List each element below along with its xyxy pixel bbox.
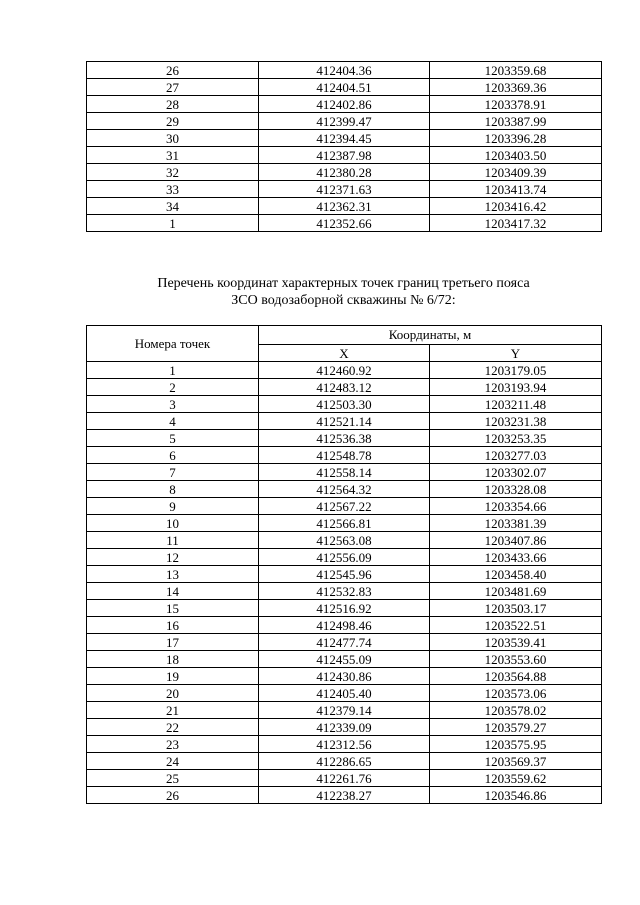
table-row [87,447,602,464]
table-row [87,515,602,532]
table-row [87,668,602,685]
table-header [87,326,602,362]
table-row [87,719,602,736]
cell-y: 1203559.62 [430,770,602,787]
table-row [87,532,602,549]
table-row [87,62,602,79]
cell-y: 1203179.05 [430,362,602,379]
table-row [87,181,602,198]
table-row [87,617,602,634]
cell-x: 412516.92 [259,600,430,617]
cell-y: 1203539.41 [430,634,602,651]
cell-x: 412261.76 [259,770,430,787]
cell-y: 1203573.06 [430,685,602,702]
cell-y: 1203579.27 [430,719,602,736]
cell-x: 412402.86 [259,96,430,113]
coordinates-table-third-zone [86,325,602,804]
cell-y: 1203381.39 [430,515,602,532]
cell-point-number: 26 [87,787,259,804]
header-points: Номера точек [87,326,259,362]
cell-x: 412394.45 [259,130,430,147]
cell-x: 412404.51 [259,79,430,96]
table-row [87,113,602,130]
cell-x: 412498.46 [259,617,430,634]
table-row [87,147,602,164]
cell-point-number: 24 [87,753,259,770]
cell-point-number: 1 [87,215,259,232]
cell-x: 412371.63 [259,181,430,198]
cell-y: 1203575.95 [430,736,602,753]
cell-y: 1203433.66 [430,549,602,566]
cell-x: 412362.31 [259,198,430,215]
cell-point-number: 25 [87,770,259,787]
table-row [87,362,602,379]
cell-x: 412477.74 [259,634,430,651]
cell-point-number: 34 [87,198,259,215]
cell-x: 412405.40 [259,685,430,702]
table-row [87,215,602,232]
cell-point-number: 5 [87,430,259,447]
table-body [87,362,602,804]
cell-x: 412286.65 [259,753,430,770]
table-row [87,770,602,787]
cell-x: 412564.32 [259,481,430,498]
cell-x: 412379.14 [259,702,430,719]
header-y: Y [430,345,602,362]
cell-x: 412380.28 [259,164,430,181]
cell-x: 412536.38 [259,430,430,447]
table-row [87,685,602,702]
cell-point-number: 30 [87,130,259,147]
table-row [87,79,602,96]
table-row [87,600,602,617]
cell-point-number: 27 [87,79,259,96]
cell-y: 1203403.50 [430,147,602,164]
table-row [87,413,602,430]
caption-line-1: Перечень координат характерных точек границ третьего пояса [157,276,530,291]
cell-y: 1203522.51 [430,617,602,634]
cell-y: 1203359.68 [430,62,602,79]
cell-y: 1203387.99 [430,113,602,130]
cell-point-number: 33 [87,181,259,198]
cell-point-number: 32 [87,164,259,181]
cell-y: 1203417.32 [430,215,602,232]
cell-point-number: 15 [87,600,259,617]
table-row [87,787,602,804]
cell-x: 412339.09 [259,719,430,736]
cell-y: 1203328.08 [430,481,602,498]
cell-x: 412548.78 [259,447,430,464]
cell-point-number: 14 [87,583,259,600]
cell-x: 412566.81 [259,515,430,532]
caption-line-2: ЗСО водозаборной скважины № 6/72: [231,293,456,308]
cell-y: 1203253.35 [430,430,602,447]
cell-point-number: 22 [87,719,259,736]
cell-point-number: 29 [87,113,259,130]
table-row [87,96,602,113]
cell-x: 412312.56 [259,736,430,753]
cell-x: 412558.14 [259,464,430,481]
table-row [87,481,602,498]
table-row [87,651,602,668]
table-caption [86,275,601,309]
cell-y: 1203564.88 [430,668,602,685]
cell-y: 1203416.42 [430,198,602,215]
cell-point-number: 4 [87,413,259,430]
cell-y: 1203503.17 [430,600,602,617]
cell-x: 412532.83 [259,583,430,600]
cell-x: 412556.09 [259,549,430,566]
cell-x: 412503.30 [259,396,430,413]
cell-y: 1203396.28 [430,130,602,147]
cell-x: 412238.27 [259,787,430,804]
table-row [87,566,602,583]
cell-point-number: 16 [87,617,259,634]
cell-point-number: 2 [87,379,259,396]
cell-point-number: 23 [87,736,259,753]
table-row [87,430,602,447]
cell-point-number: 13 [87,566,259,583]
table-row [87,736,602,753]
table-row [87,464,602,481]
cell-point-number: 10 [87,515,259,532]
cell-y: 1203378.91 [430,96,602,113]
cell-y: 1203409.39 [430,164,602,181]
cell-y: 1203569.37 [430,753,602,770]
cell-y: 1203302.07 [430,464,602,481]
cell-y: 1203481.69 [430,583,602,600]
cell-x: 412460.92 [259,362,430,379]
cell-point-number: 17 [87,634,259,651]
cell-x: 412404.36 [259,62,430,79]
coordinates-table-continuation [86,61,602,232]
table-row [87,583,602,600]
header-x: X [259,345,430,362]
cell-y: 1203413.74 [430,181,602,198]
cell-point-number: 7 [87,464,259,481]
cell-point-number: 21 [87,702,259,719]
table-row [87,164,602,181]
table-body [87,62,602,232]
table-row [87,549,602,566]
cell-x: 412430.86 [259,668,430,685]
cell-point-number: 11 [87,532,259,549]
table-row [87,130,602,147]
table-row [87,379,602,396]
cell-point-number: 1 [87,362,259,379]
table-row [87,702,602,719]
table-row [87,753,602,770]
cell-x: 412545.96 [259,566,430,583]
cell-x: 412387.98 [259,147,430,164]
cell-y: 1203578.02 [430,702,602,719]
cell-point-number: 20 [87,685,259,702]
cell-y: 1203231.38 [430,413,602,430]
header-coordinates: Координаты, м [259,326,602,345]
cell-y: 1203546.86 [430,787,602,804]
cell-point-number: 3 [87,396,259,413]
cell-y: 1203354.66 [430,498,602,515]
cell-point-number: 19 [87,668,259,685]
cell-y: 1203553.60 [430,651,602,668]
table-row [87,396,602,413]
cell-x: 412352.66 [259,215,430,232]
cell-y: 1203458.40 [430,566,602,583]
cell-point-number: 28 [87,96,259,113]
table-row [87,498,602,515]
cell-y: 1203369.36 [430,79,602,96]
cell-y: 1203277.03 [430,447,602,464]
cell-x: 412563.08 [259,532,430,549]
cell-y: 1203407.86 [430,532,602,549]
cell-y: 1203211.48 [430,396,602,413]
cell-x: 412455.09 [259,651,430,668]
cell-x: 412521.14 [259,413,430,430]
cell-point-number: 31 [87,147,259,164]
cell-x: 412567.22 [259,498,430,515]
cell-point-number: 26 [87,62,259,79]
cell-y: 1203193.94 [430,379,602,396]
cell-point-number: 12 [87,549,259,566]
cell-point-number: 6 [87,447,259,464]
cell-x: 412399.47 [259,113,430,130]
cell-x: 412483.12 [259,379,430,396]
cell-point-number: 8 [87,481,259,498]
table-row [87,198,602,215]
cell-point-number: 9 [87,498,259,515]
cell-point-number: 18 [87,651,259,668]
table-row [87,634,602,651]
